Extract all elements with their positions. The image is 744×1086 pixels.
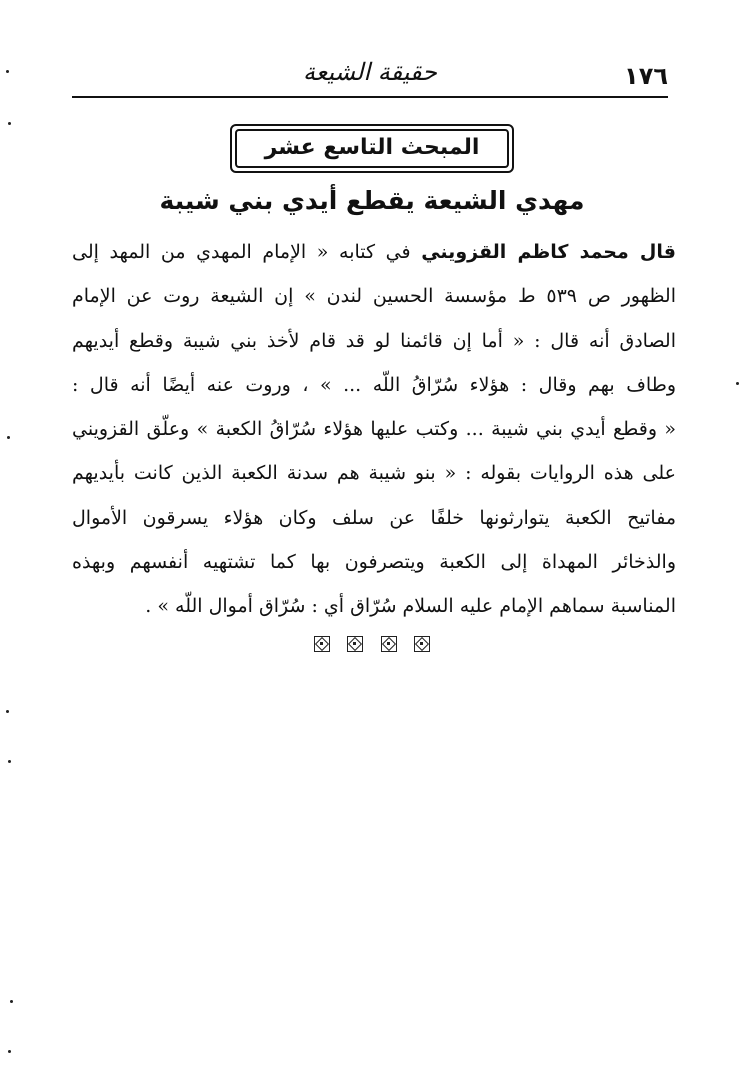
- body-line-text: في كتابه « الإمام المهدي من المهد إلى: [72, 241, 411, 263]
- body-line: والذخائر المهداة إلى الكعبة ويتصرفون بها كما تشتهيه أنفسهم وبهذه: [72, 551, 676, 574]
- body-line: مفاتيح الكعبة يتوارثونها خلفًا عن سلف وكان هؤلاء يسرقون الأموال: [72, 506, 676, 529]
- header-rule: [72, 96, 668, 98]
- chapter-title: مهدي الشيعة يقطع أيدي بني شيبة: [159, 186, 585, 215]
- scan-speck: [736, 382, 739, 385]
- running-title: حقيقة الشيعة: [303, 58, 437, 86]
- ornament-icon: [314, 636, 330, 652]
- page-number: ١٧٦: [624, 62, 668, 90]
- body-lead: قال محمد كاظم القزويني: [421, 241, 676, 263]
- scan-speck: [8, 122, 11, 125]
- page-header: [72, 52, 668, 98]
- body-line: على هذه الروايات بقوله : « بنو شيبة هم سدنة الكعبة الذين كانت بأيديهم: [72, 462, 676, 485]
- scan-speck: [8, 1050, 11, 1053]
- ornament-icon: [347, 636, 363, 652]
- section-heading: المبحث التاسع عشر: [235, 129, 510, 168]
- scan-speck: [6, 710, 9, 713]
- ornament-icon: [381, 636, 397, 652]
- body-line: « وقطع أيدي بني شيبة ... وكتب عليها هؤلاء سُرّاقُ الكعبة » وعلّق القزويني: [72, 418, 676, 441]
- body-line: المناسبة سماهم الإمام عليه السلام سُرّاق أي : سُرّاق أموال اللّه » .: [145, 595, 676, 618]
- section-end-ornaments: [0, 636, 744, 656]
- scan-speck: [8, 760, 11, 763]
- ornament-icon: [414, 636, 430, 652]
- body-line: وطاف بهم وقال : هؤلاء سُرّاقُ اللّه ... » ، وروت عنه أيضًا أنه قال :: [72, 373, 676, 396]
- scan-speck: [6, 70, 9, 73]
- scan-speck: [10, 1000, 13, 1003]
- body-line: [72, 230, 676, 274]
- body-paragraph: [72, 230, 676, 629]
- section-heading-container: [0, 124, 744, 173]
- section-heading-frame: [230, 124, 515, 173]
- body-line: الصادق أنه قال : « أما إن قائمنا لو قد قام لأخذ بني شيبة وقطع أيديهم: [72, 329, 676, 352]
- body-line: الظهور ص ٥٣٩ ط مؤسسة الحسين لندن » إن الشيعة روت عن الإمام: [72, 285, 676, 308]
- scan-speck: [7, 436, 10, 439]
